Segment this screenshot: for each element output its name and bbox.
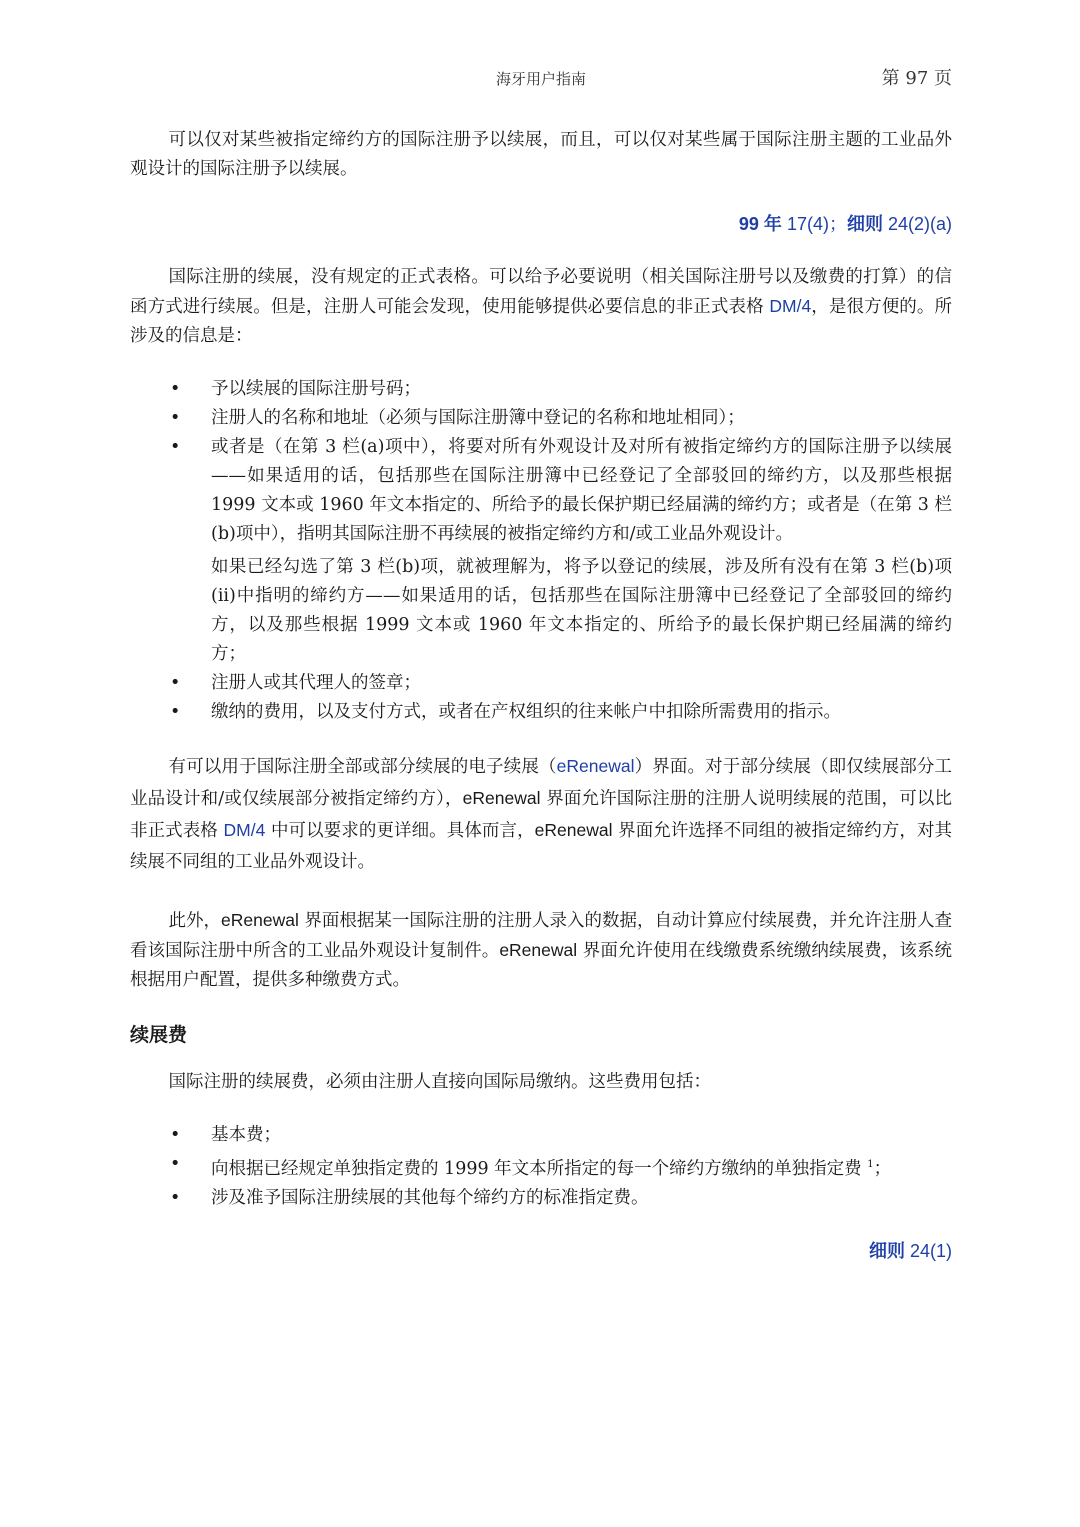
list-item-subparagraph: 如果已经勾选了第 3 栏(b)项，就被理解为，将予以登记的续展，涉及所有没有在第 3 栏(b)项(ii)中指明的缔约方——如果适用的话，包括那些在国际注册簿中已经登记了全部驳回的缔约方，以及那些根据 1999 文本或 1960 年文本指定的、所给予的最长保护期已经届满的缔约方；	[211, 557, 952, 664]
section-heading-renewal-fees: 续展费	[130, 1024, 188, 1046]
para2-text-before: 国际注册的续展，没有规定的正式表格。可以给予必要说明（相关国际注册号以及缴费的打算）的信函方式进行续展。但是，注册人可能会发现，使用能够提供必要信息的非正式表格	[130, 267, 952, 317]
para3-t6: eRenewal	[534, 820, 613, 840]
list-item	[130, 433, 952, 669]
bullet-icon: •	[170, 702, 181, 722]
para3-t3: eRenewal	[462, 788, 541, 808]
list-item-text: 涉及准予国际注册续展的其他每个缔约方的标准指定费。	[211, 1187, 649, 1208]
list-item	[130, 1121, 952, 1150]
list-item-text: 缴纳的费用，以及支付方式，或者在产权组织的往来帐户中扣除所需费用的指示。	[211, 702, 841, 722]
fees-list	[130, 1121, 952, 1213]
list-item	[130, 669, 952, 698]
bullet-icon: •	[170, 437, 181, 457]
paragraph-renewal-form	[130, 263, 952, 351]
paragraph-fees-intro: 国际注册的续展费，必须由注册人直接向国际局缴纳。这些费用包括：	[168, 1072, 711, 1092]
header-title: 海牙用户指南	[495, 70, 586, 88]
bullet-icon: •	[170, 1154, 181, 1174]
bullet-icon: •	[170, 379, 181, 399]
list-item-text: 注册人或其代理人的签章；	[211, 673, 421, 693]
para4-t4: eRenewal	[499, 940, 578, 960]
bullet-icon: •	[170, 408, 181, 428]
para3-t4: 界面允许国际注册的注册人说明续展的范围，可以比非正式表格	[130, 789, 952, 841]
list-item	[130, 698, 952, 727]
reference-article-17-rule-24[interactable]	[130, 210, 952, 239]
para3-t1: 有可以用于国际注册全部或部分续展的电子续展（	[168, 757, 557, 777]
page-number: 第 97 页	[881, 68, 952, 89]
paragraph-erenewal-interface	[130, 751, 952, 878]
list-item	[130, 1184, 952, 1213]
footnote-marker[interactable]: 1	[867, 1159, 874, 1170]
form-dm4-link-2[interactable]: DM/4	[223, 820, 266, 840]
list-item	[130, 404, 952, 433]
list-item-text: 或者是（在第 3 栏(a)项中），将要对所有外观设计及对所有被指定缔约方的国际注册予以续展——如果适用的话，包括那些在国际注册簿中已经登记了全部驳回的缔约方，以及那些根据 1999 文本或 1960 年文本指定的、所给予的最长保护期已经届满的缔约方；或者是（在第 3 栏(b)项中），指明其国际注册不再续展的被指定缔约方和/或工业品外观设计。	[211, 437, 952, 544]
list-item	[130, 1150, 952, 1184]
list-item-text: 注册人的名称和地址（必须与国际注册簿中登记的名称和地址相同）；	[211, 408, 745, 428]
ref2-part-bold: 细则	[868, 1240, 905, 1261]
ref2-part: 24(1)	[904, 1240, 952, 1261]
document-body	[130, 126, 952, 1266]
reference-rule-24-1[interactable]	[130, 1237, 952, 1266]
list-item-text: 基本费；	[211, 1125, 281, 1145]
paragraph-erenewal-fees	[130, 906, 952, 995]
para2-text-after: ，是很方便的。所涉及的信息是：	[130, 297, 953, 346]
bullet-icon: •	[170, 1125, 181, 1145]
para3-t7: 界面允许选择不同组的被指定缔约方，对其续展不同组的工业品外观设计。	[130, 821, 953, 872]
erenewal-link[interactable]: eRenewal	[556, 756, 635, 776]
list-item	[130, 375, 952, 404]
paragraph-partial-renewal: 可以仅对某些被指定缔约方的国际注册予以续展，而且，可以仅对某些属于国际注册主题的工业品外观设计的国际注册予以续展。	[130, 130, 952, 179]
para4-t3: 界面根据某一国际注册的注册人录入的数据，自动计算应付续展费，并允许注册人查看该国际注册中所含的工业品外观设计复制件。	[130, 911, 953, 961]
ref-part-a-bold: 99 年	[738, 214, 782, 234]
ref-part-a: 17(4)；	[781, 214, 847, 234]
ref-part-b: 24(2)(a)	[882, 214, 952, 234]
para4-t2: eRenewal	[221, 910, 299, 930]
bullet-icon: •	[170, 1187, 181, 1208]
para3-t5: 中可以要求的更详细。具体而言，	[265, 821, 535, 841]
list-item-text: 予以续展的国际注册号码；	[211, 379, 421, 399]
bullet-icon: •	[170, 673, 181, 693]
para4-t5: 界面允许使用在线缴费系统缴纳续展费，该系统根据用户配置，提供多种缴费方式。	[130, 941, 953, 990]
form-dm4-link[interactable]: DM/4	[769, 296, 812, 316]
para3-t2: ）界面。对于部分续展（即仅续展部分工业品设计和/或仅续展部分被指定缔约方），	[130, 757, 953, 809]
required-information-list	[130, 375, 952, 727]
para4-t1: 此外，	[168, 911, 222, 931]
list-item-text: 向根据已经规定单独指定费的 1999 年文本所指定的每一个缔约方缴纳的单独指定费	[211, 1158, 862, 1179]
list-item-text-tail: ；	[873, 1158, 892, 1179]
page-header	[130, 64, 952, 94]
ref-part-b-bold: 细则	[846, 214, 883, 234]
